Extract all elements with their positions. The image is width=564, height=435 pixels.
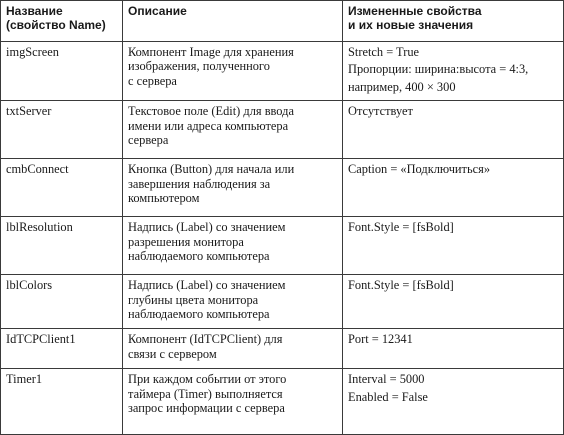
component-name: txtServer (1, 101, 123, 159)
header-description-column (123, 1, 343, 42)
component-description (123, 369, 343, 435)
table-header-row (1, 1, 564, 42)
property-line: Пропорции: ширина:высота = 4:3, (348, 62, 529, 77)
description-line: При каждом событии от этого (128, 372, 287, 387)
header-properties-column (343, 1, 564, 42)
description-line: наблюдаемого компьютера (128, 307, 270, 322)
property-line: Font.Style = [fsBold] (348, 220, 454, 235)
description-line: таймера (Timer) выполняется (128, 386, 283, 401)
component-description (123, 329, 343, 369)
property-line: Font.Style = [fsBold] (348, 278, 454, 293)
header-name-line1: Название (6, 4, 63, 18)
component-properties (343, 329, 564, 369)
header-name-line2: (свойство Name) (6, 18, 106, 32)
description-line: глубины цвета монитора (128, 292, 259, 307)
component-properties (343, 101, 564, 159)
header-properties-line1: Измененные свойства (348, 4, 482, 18)
description-line: Надпись (Label) со значением (128, 220, 286, 235)
description-line: связи с сервером (128, 346, 217, 361)
description-line: Компонент (IdTCPClient) для (128, 332, 283, 347)
description-line: наблюдаемого компьютера (128, 249, 270, 264)
component-properties (343, 42, 564, 101)
description-line: компьютером (128, 191, 200, 206)
component-name: lblResolution (1, 217, 123, 275)
component-properties (343, 275, 564, 329)
table-row (1, 159, 564, 217)
component-name: IdTCPClient1 (1, 329, 123, 369)
component-properties (343, 159, 564, 217)
description-line: сервера (128, 133, 169, 148)
table-row (1, 101, 564, 159)
table-row (1, 42, 564, 101)
component-description (123, 217, 343, 275)
component-description (123, 101, 343, 159)
component-description (123, 42, 343, 101)
component-properties (343, 369, 564, 435)
description-line: Надпись (Label) со значением (128, 278, 286, 293)
description-line: завершения наблюдения за (128, 176, 271, 191)
header-name-column (1, 1, 123, 42)
property-line: Enabled = False (348, 389, 428, 404)
property-line: Отсутствует (348, 104, 413, 119)
description-line: изображения, полученного (128, 59, 270, 74)
property-line: Interval = 5000 (348, 372, 425, 387)
component-name: Timer1 (1, 369, 123, 435)
table-row (1, 275, 564, 329)
component-name: lblColors (1, 275, 123, 329)
property-line: Port = 12341 (348, 332, 413, 347)
component-name: imgScreen (1, 42, 123, 101)
component-description (123, 159, 343, 217)
description-line: с сервера (128, 73, 177, 88)
table-row (1, 217, 564, 275)
description-line: Текстовое поле (Edit) для ввода (128, 104, 294, 119)
table-row (1, 329, 564, 369)
description-line: Компонент Image для хранения (128, 45, 294, 59)
property-line: например, 400 × 300 (348, 79, 456, 94)
component-description (123, 275, 343, 329)
table-row (1, 369, 564, 435)
component-name: cmbConnect (1, 159, 123, 217)
property-line: Caption = «Подключиться» (348, 162, 491, 177)
description-line: разрешения монитора (128, 234, 244, 249)
description-line: запрос информации с сервера (128, 401, 285, 416)
header-properties-line2: и их новые значения (348, 18, 474, 32)
description-line: Кнопка (Button) для начала или (128, 162, 295, 177)
description-line: имени или адреса компьютера (128, 118, 289, 133)
property-line: Stretch = True (348, 45, 420, 59)
header-description: Описание (128, 4, 187, 18)
component-properties (343, 217, 564, 275)
